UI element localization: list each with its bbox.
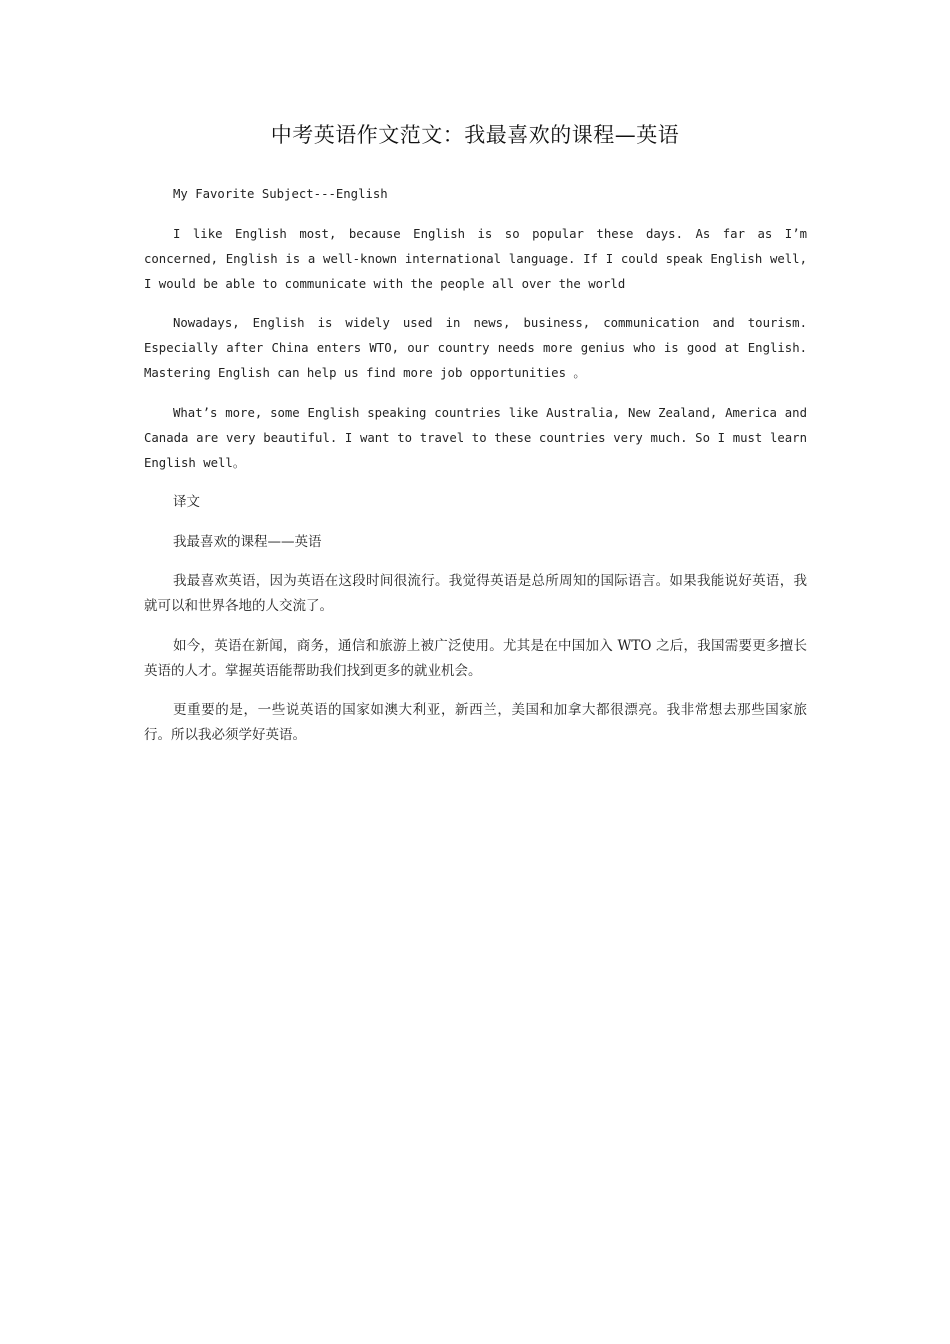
translation-paragraph-1: 我最喜欢英语，因为英语在这段时间很流行。我觉得英语是总所周知的国际语言。如果我能说好英语，我就可以和世界各地的人交流了。 xyxy=(144,573,807,614)
english-paragraph-2: Nowadays, English is widely used in news, business, communication and tourism. Especially after China enters WTO, our country needs more genius who is good at English. Mastering English can help us find more job opportunities 。 xyxy=(144,316,807,380)
translation-label: 译文 xyxy=(173,494,200,510)
english-paragraph-3: What’s more, some English speaking countries like Australia, New Zealand, America and Canada are very beautiful. I want to travel to these countries very much. So I must learn English well。 xyxy=(144,405,807,470)
page-title: 中考英语作文范文：我最喜欢的课程—英语 xyxy=(270,123,680,147)
translation-heading: 我最喜欢的课程——英语 xyxy=(173,533,322,550)
translation-paragraph-3: 更重要的是，一些说英语的国家如澳大利亚，新西兰，美国和加拿大都很漂亮。我非常想去那些国家旅行。所以我必须学好英语。 xyxy=(144,702,807,743)
english-heading: My Favorite Subject---English xyxy=(173,187,388,201)
translation-paragraph-2: 如今，英语在新闻，商务，通信和旅游上被广泛使用。尤其是在中国加入 WTO 之后，我国需要更多擅长英语的人才。掌握英语能帮助我们找到更多的就业机会。 xyxy=(144,637,807,679)
document-body xyxy=(144,182,807,763)
english-paragraph-1: I like English most, because English is so popular these days. As far as I’m concerned, English is a well-known international language. If I could speak English well, I would be able to communicate with the people all over the world xyxy=(144,226,807,291)
